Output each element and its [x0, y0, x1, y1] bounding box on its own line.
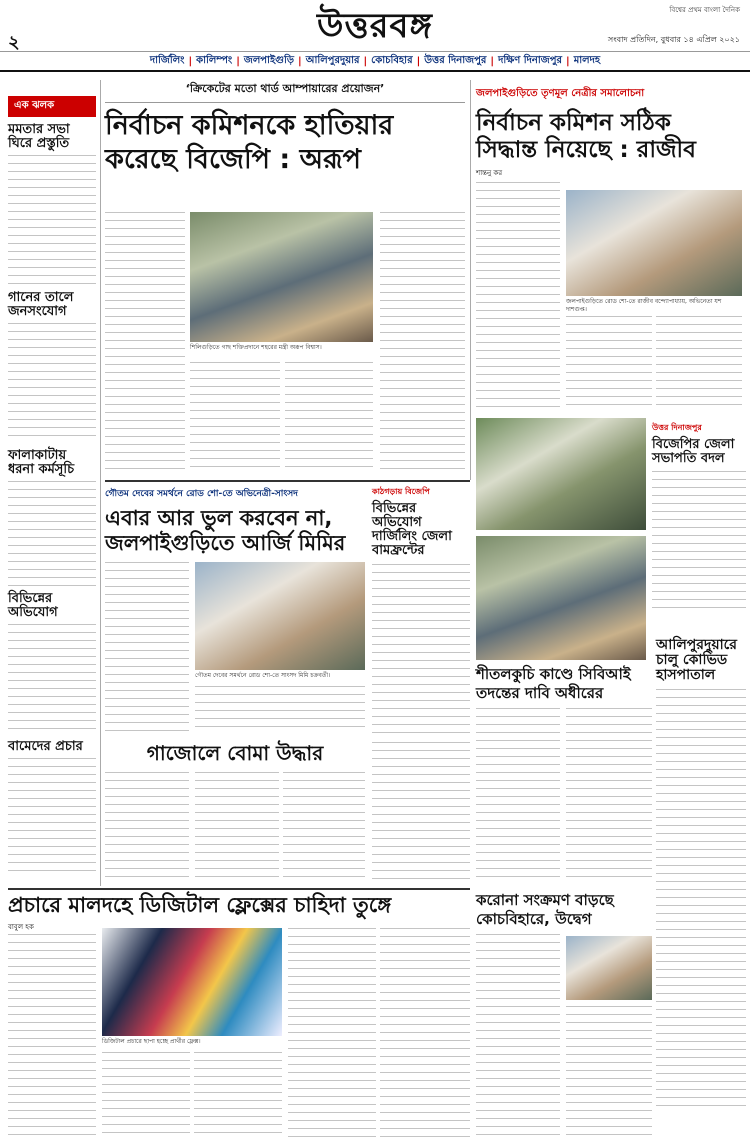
alipurduar-body	[656, 689, 746, 1109]
udp-body	[652, 471, 746, 611]
mimi-photo-caption: গৌতম দেবের সমর্থনে রোড শো-তে সাংসদ মিমি চক্রবর্তী।	[195, 672, 331, 679]
corona-headline[interactable]: করোনা সংক্রমণ বাড়ছে	[476, 891, 614, 909]
district-item[interactable]: কোচবিহার	[371, 54, 413, 66]
sidebar-header: এক ঝলক	[8, 96, 96, 117]
right-lead-photo-caption: জলপাইগুড়িতে রোড শো-তে রাজীব বন্দ্যোপাধ্যায়, অভিনেতা যশ দাশগুপ্ত।	[566, 298, 722, 313]
bomb-headline[interactable]: গাজোলে বোমা উদ্ধার	[146, 741, 324, 765]
right-lead-body	[656, 316, 742, 412]
district-item[interactable]: উত্তর দিনাজপুর	[424, 54, 487, 66]
udp-story	[652, 422, 746, 632]
bomb-body	[105, 772, 189, 880]
right-lead-kicker: জলপাইগুড়িতে তৃণমূল নেত্রীর সমালোচনা	[476, 88, 645, 99]
lead-body-column	[285, 362, 373, 474]
corona-body	[566, 1006, 652, 1138]
malda-headline[interactable]: প্রচারে মালদহে ডিজিটাল ফ্লেক্সের চাহিদা তুঙ্গে	[8, 893, 392, 917]
darjeeling-body	[372, 564, 470, 734]
mimi-photo	[195, 562, 365, 670]
right-lead-body	[566, 316, 652, 412]
district-item[interactable]: মালদহ	[573, 54, 601, 66]
masthead-top-line: বিশ্বের প্রথম বাংলা দৈনিক	[669, 6, 740, 14]
bomb-body	[195, 772, 279, 880]
right-lead-byline: শান্তনু কর	[476, 168, 503, 177]
lead-story	[105, 80, 465, 480]
sidebar-item-title[interactable]: ফালাকাটায় ধরনা কর্মসূচি	[8, 448, 75, 477]
malda-body	[380, 928, 470, 1140]
corona-body	[476, 934, 560, 1138]
darjeeling-story	[372, 486, 470, 738]
date-line: সংবাদ প্রতিদিন, বুধবার ১৪ এপ্রিল ২০২১	[607, 35, 740, 44]
malda-body	[288, 928, 376, 1140]
sidebar-item-body	[8, 624, 96, 734]
sitalkuchi-body	[476, 708, 560, 880]
sitalkuchi-story	[476, 666, 652, 882]
mimi-headline[interactable]: এবার আর ভুল করবেন না,	[105, 506, 333, 530]
alipurduar-headline[interactable]: আলিপুরদুয়ারে চালু কোভিড হাসপাতাল	[656, 637, 737, 683]
district-nav: দার্জিলিং | কালিম্পং | জলপাইগুড়ি | আলিপুরদুয়ার | কোচবিহার | উত্তর দিনাজপুর | দক্ষিণ দিনাজপুর | মালদহ	[0, 52, 750, 72]
right-lead-headline[interactable]: নির্বাচন কমিশন সঠিক	[476, 110, 671, 136]
corona-headline[interactable]: কোচবিহারে, উদ্বেগ	[476, 909, 592, 928]
page-number: ২	[8, 32, 20, 53]
mimi-body	[105, 562, 189, 732]
page-title: উত্তরবঙ্গ	[317, 6, 433, 46]
sitalkuchi-headline[interactable]: শীতলকুচি কাণ্ডে সিবিআই	[476, 665, 631, 683]
mimi-story	[105, 486, 365, 738]
right-lead-photo	[566, 190, 742, 296]
sitalkuchi-body	[566, 708, 652, 880]
rally-photo	[476, 418, 646, 530]
rally-photo	[476, 536, 646, 660]
lead-body-column	[190, 362, 280, 474]
mimi-body	[195, 686, 365, 732]
lead-body-column	[380, 212, 465, 474]
lead-headline[interactable]: করেছে বিজেপি : অরূপ	[105, 143, 361, 175]
district-item[interactable]: দক্ষিণ দিনাজপুর	[498, 54, 563, 66]
malda-body	[8, 934, 96, 1140]
malda-photo-caption: ডিজিটাল প্রচারে ছাপা হচ্ছে প্রার্থীর ফ্লেক্স।	[102, 1038, 201, 1045]
malda-story	[8, 894, 470, 1144]
masthead	[0, 0, 750, 52]
bomb-story	[105, 742, 365, 884]
sidebar-item-title[interactable]: মমতার সভা ঘিরে প্রস্তুতি	[8, 122, 70, 151]
sidebar-item-title[interactable]: বামেদের প্রচার	[8, 739, 83, 754]
column-divider	[100, 80, 101, 886]
district-item[interactable]: দার্জিলিং	[149, 54, 185, 66]
column-divider	[470, 80, 471, 480]
right-lead-body	[476, 182, 560, 412]
malda-photo	[102, 928, 282, 1036]
darjeeling-kicker: কাঠগড়ায় বিজেপি	[372, 487, 430, 496]
district-item[interactable]: আলিপুরদুয়ার	[305, 54, 360, 66]
right-lead-headline[interactable]: সিদ্ধান্ত নিয়েছে : রাজীব	[476, 137, 696, 164]
district-item[interactable]: কালিম্পং	[196, 54, 233, 66]
section-divider	[8, 888, 470, 890]
sidebar	[8, 96, 96, 886]
corona-story	[476, 892, 652, 1142]
udp-headline[interactable]: বিজেপির জেলা সভাপতি বদল	[652, 437, 735, 466]
alipurduar-story	[656, 638, 746, 1138]
darjeeling-headline[interactable]: বিভিন্নের অভিযোগ দার্জিলিং জেলা বামফ্রন্টের	[372, 501, 452, 558]
sidebar-item-title[interactable]: বিভিন্নের অভিযোগ	[8, 591, 58, 620]
section-divider	[105, 480, 470, 482]
corona-photo	[566, 936, 652, 1000]
malda-body	[102, 1052, 190, 1140]
bomb-body	[283, 772, 365, 880]
lead-body-column	[105, 212, 185, 474]
darjeeling-body	[372, 742, 470, 882]
mimi-headline[interactable]: জলপাইগুড়িতে আর্জি মিমির	[105, 531, 346, 556]
udp-kicker: উত্তর দিনাজপুর	[652, 423, 702, 432]
sidebar-item-title[interactable]: গানের তালে জনসংযোগ	[8, 290, 74, 319]
lead-headline[interactable]: নির্বাচন কমিশনকে হাতিয়ার	[105, 110, 394, 141]
malda-body	[194, 1052, 282, 1140]
lead-kicker: ‘ক্রিকেটের মতো থার্ড আম্পায়ারের প্রয়োজন’	[105, 80, 465, 103]
malda-byline: বাবুল হক	[8, 923, 34, 932]
mimi-kicker: গৌতম দেবের সমর্থনে রোড শো-তে অভিনেত্রী-সাংসদ	[105, 489, 298, 499]
lead-photo-caption: শিলিগুড়িতে গাছ শক্তিপ্রদানে শহরের মন্ত্রী অরূপ বিশ্বাস।	[190, 344, 322, 351]
sidebar-item-body	[8, 155, 96, 285]
sidebar-item-body	[8, 758, 96, 878]
sitalkuchi-headline[interactable]: তদন্তের দাবি অধীরের	[476, 683, 604, 702]
right-lead-story	[476, 86, 742, 416]
sidebar-item-body	[8, 481, 96, 586]
sidebar-item-body	[8, 323, 96, 443]
district-item[interactable]: জলপাইগুড়ি	[243, 54, 295, 66]
lead-photo	[190, 212, 373, 342]
